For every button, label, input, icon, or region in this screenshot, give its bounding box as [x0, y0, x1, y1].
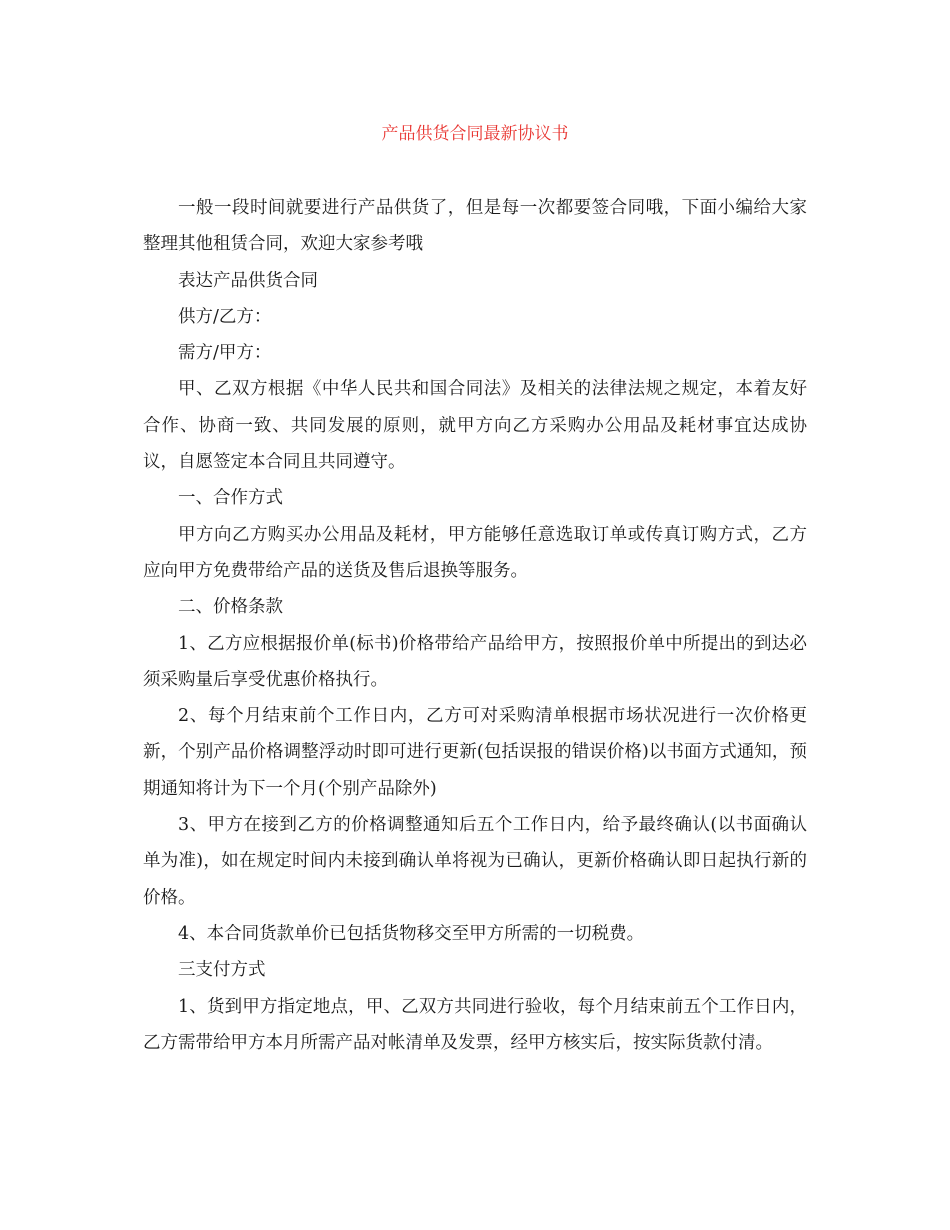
- paragraph-price-3: 3、甲方在接到乙方的价格调整通知后五个工作日内，给予最终确认(以书面确认单为准)，如在规定时间内未接到确认单将视为已确认，更新价格确认即日起执行新的价格。: [143, 815, 807, 908]
- document-title: 产品供货合同最新协议书: [381, 124, 569, 144]
- section-heading-price: 二、价格条款: [178, 597, 283, 618]
- document-body: [143, 190, 807, 1061]
- paragraph-price-4: 4、本合同货款单价已包括货物移交至甲方所需的一切税费。: [178, 923, 645, 944]
- section-heading-payment: 三支付方式: [178, 960, 266, 981]
- paragraph-contract-name: 表达产品供货合同: [178, 270, 318, 291]
- paragraph-buyer-party: 需方/甲方：: [178, 343, 272, 364]
- paragraph-price-2: 2、每个月结束前个工作日内，乙方可对采购清单根据市场状况进行一次价格更新，个别产品价格调整浮动时即可进行更新(包括误报的错误价格)以书面方式通知，预期通知将计为下一个月(个别产品除外): [143, 706, 807, 799]
- paragraph-price-1: 1、乙方应根据报价单(标书)价格带给产品给甲方，按照报价单中所提出的到达必须采购量后享受优惠价格执行。: [143, 633, 807, 690]
- paragraph-supplier-party: 供方/乙方：: [178, 306, 272, 327]
- paragraph-intro: 一般一段时间就要进行产品供货了，但是每一次都要签合同哦，下面小编给大家整理其他租赁合同，欢迎大家参考哦: [143, 198, 807, 255]
- section-heading-cooperation: 一、合作方式: [178, 488, 283, 509]
- paragraph-preamble: 甲、乙双方根据《中华人民共和国合同法》及相关的法律法规之规定，本着友好合作、协商一致、共同发展的原则，就甲方向乙方采购办公用品及耗材事宜达成协议，自愿签定本合同且共同遵守。: [143, 379, 807, 473]
- paragraph-cooperation: 甲方向乙方购买办公用品及耗材，甲方能够任意选取订单或传真订购方式，乙方应向甲方免费带给产品的送货及售后退换等服务。: [143, 524, 807, 581]
- paragraph-payment-1: 1、货到甲方指定地点，甲、乙双方共同进行验收，每个月结束前五个工作日内，乙方需带给甲方本月所需产品对帐清单及发票，经甲方核实后，按实际货款付清。: [143, 996, 807, 1053]
